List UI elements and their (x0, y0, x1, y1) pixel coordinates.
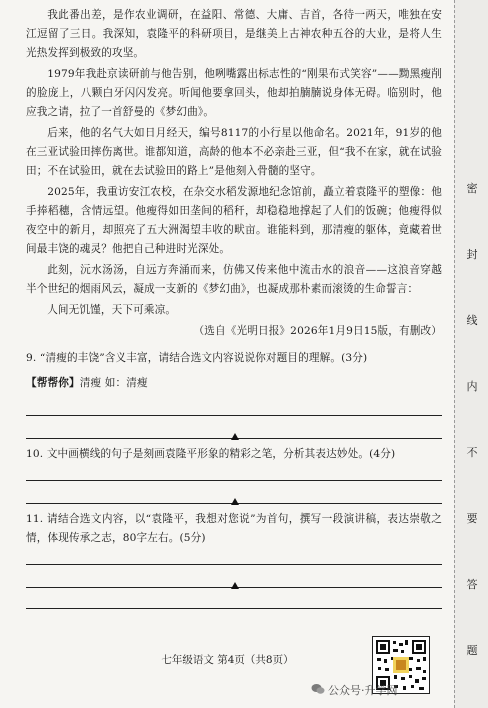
question-10: 10. 文中画横线的句子是刻画袁隆平形象的精彩之笔，分析其表达妙处。(4分) (26, 448, 396, 460)
page-footer: 七年级语文 第4页（共8页） (161, 654, 294, 666)
side-char: 封 (466, 248, 478, 261)
side-char: 要 (466, 512, 478, 525)
triangle-marker-icon (231, 582, 239, 589)
passage-paragraph-3: 后来，他的名气大如日月经天，编号8117的小行星以他命名。2021年，91岁的他在三亚试验田摔伤离世。谁都知道，高龄的他本不必亲赴三亚，但“我不在家，就在试验田；不在试验田，就在去试验田的路上”是他刻入骨髓的坚守。 (26, 127, 442, 177)
triangle-marker-icon (231, 498, 239, 505)
answer-line-10-2[interactable] (26, 485, 442, 504)
wechat-icon (311, 683, 325, 695)
passage-citation: （选自《光明日报》2026年1月9日15版，有删改） (193, 325, 442, 337)
side-char: 线 (466, 314, 478, 327)
hint-text: 清瘦 如：清瘦 (79, 377, 148, 389)
answer-line-11-2[interactable] (26, 569, 442, 588)
passage-paragraph-5: 此刻，沅水汤汤，自远方奔涌而来，仿佛又传来他中流击水的浪音——这浪音穿越半个世纪的烟雨风云，凝成一支新的《梦幻曲》，也凝成那朴素而滚烫的生命誓言： (26, 264, 442, 295)
watermark-text: 公众号·升学网 (328, 684, 398, 697)
answer-line-11-3[interactable] (26, 592, 442, 609)
passage-paragraph-6: 人间无饥馑，天下可乘凉。 (47, 304, 177, 316)
question-9: 9. “清瘦的丰饶”含义丰富，请结合选文内容说说你对题目的理解。(3分) (26, 352, 368, 364)
side-char: 密 (466, 182, 478, 195)
page-content (26, 6, 442, 613)
answer-line-10-1[interactable] (26, 464, 442, 481)
answer-line-9-2[interactable] (26, 420, 442, 439)
seal-line-margin (454, 0, 488, 708)
passage-paragraph-1: 我此番出差，是作农业调研，在益阳、常德、大庸、吉首，各待一两天，唯独在安江逗留了三日。我深知，袁隆平的科研项目，是继美上古神农种五谷的大业，是将人生光热发挥到极致的攻坚。 (26, 9, 442, 59)
side-char: 答 (466, 578, 478, 591)
answer-line-9-1[interactable] (26, 399, 442, 416)
hint-label: 【帮帮你】 (26, 377, 80, 389)
side-char: 内 (466, 380, 478, 393)
side-char: 题 (466, 644, 478, 657)
side-char: 不 (466, 446, 478, 459)
triangle-marker-icon (231, 433, 239, 440)
question-11: 11. 请结合选文内容，以“袁隆平，我想对您说”为首句，撰写一段演讲稿，表达崇敬之情，体现传承之志，80字左右。(5分) (26, 513, 442, 544)
answer-line-11-1[interactable] (26, 548, 442, 565)
question-9-hint (26, 374, 442, 393)
passage-paragraph-4: 2025年，我重访安江农校，在杂交水稻发源地纪念馆前，矗立着袁隆平的塑像：他手捧稻穗，含情远望。他瘦得如田垄间的稻秆，却稳稳地撑起了人们的饭碗；他瘦得似夜空中的新月，却照亮了五大洲渴望丰收的畎亩。谁能料到，那清瘦的躯体，竟藏着世间最丰饶的魂灵？他把自己种进时光深处。 (26, 186, 442, 255)
passage-paragraph-2: 1979年我赴京读研前与他告别，他咧嘴露出标志性的“刚果布式笑容”——黝黑瘦削的脸庞上，八颗白牙闪闪发亮。听闻他要拿回头，他却拍腩腩说身体无碍。临别时，他应我之请，拉了一首舒曼的《梦幻曲》。 (26, 68, 442, 118)
